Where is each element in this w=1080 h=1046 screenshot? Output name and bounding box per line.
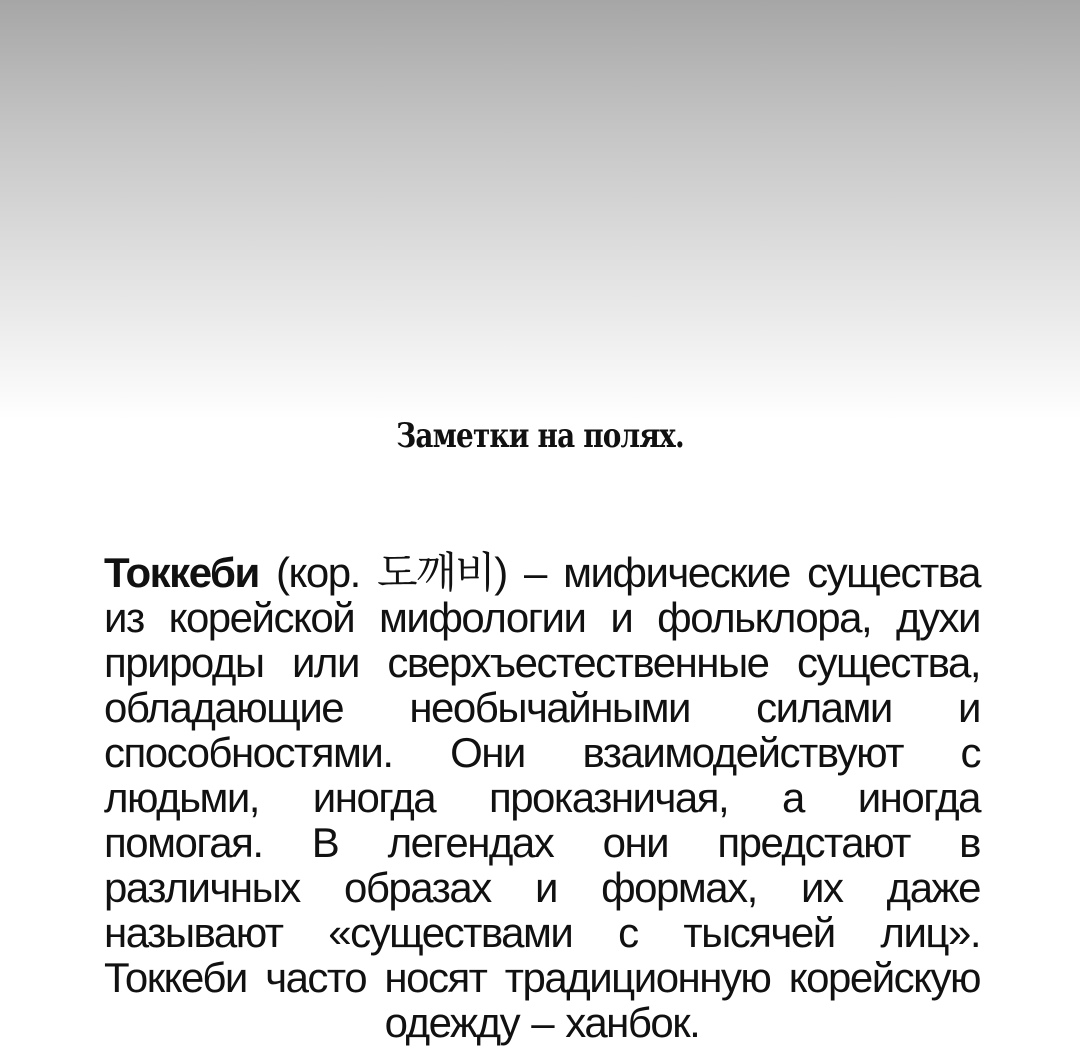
note-term: Токкеби: [104, 549, 259, 596]
note-paragraph: [104, 550, 980, 1045]
page-title: Заметки на полях.: [396, 416, 684, 456]
top-gradient-background: [0, 0, 1080, 420]
note-text: (кор. 도깨비) – мифические существа из корейской мифологии и фольклора, духи природы или сверхъестественные существа, обладающие необычайными силами и способностями. Они взаимодействуют с людьми, иногда проказничая, а иногда помогая. В легендах они предстают в различных образах и формах, их даже называют «существами с тысячей лиц». Токкеби часто носят традиционную корейскую одежду – ханбок.: [104, 549, 980, 1046]
